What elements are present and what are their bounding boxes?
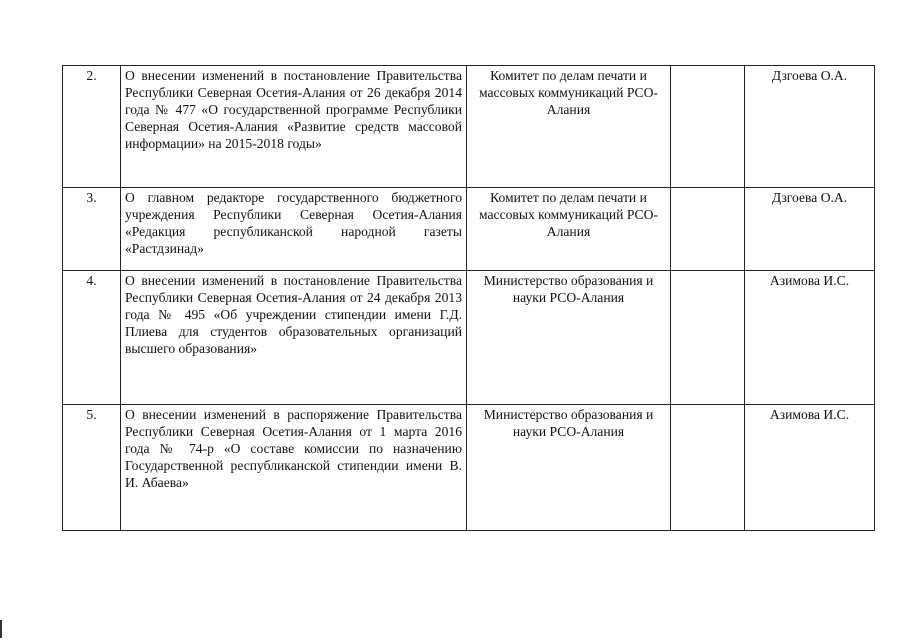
responsible-organization: Комитет по делам печати и массовых коммуникаций РСО-Алания — [467, 66, 671, 188]
row-number: 5. — [63, 405, 121, 531]
responsible-person: Азимова И.С. — [745, 405, 875, 531]
table-row — [63, 271, 875, 405]
scan-margin-mark — [0, 620, 2, 638]
responsible-organization: Комитет по делам печати и массовых коммуникаций РСО-Алания — [467, 188, 671, 271]
document-title: О внесении изменений в постановление Правительства Республики Северная Осетия-Алания от 26 декабря 2014 года № 477 «О государственной программе Республики Северная Осетия-Алания «Развитие средств массовой информации» на 2015-2018 годы» — [121, 66, 467, 188]
table-row — [63, 188, 875, 271]
document-title: О внесении изменений в постановление Правительства Республики Северная Осетия-Алания от 24 декабря 2013 года № 495 «Об учреждении стипендии имени Г.Д. Плиева для студентов образовательных организаций высшего образования» — [121, 271, 467, 405]
document-title: О главном редакторе государственного бюджетного учреждения Республики Северная Осетия-Алания «Редакция республиканской народной газеты «Растдзинад» — [121, 188, 467, 271]
document-table — [62, 65, 875, 531]
deadline-cell — [671, 66, 745, 188]
responsible-organization: Министерство образования и науки РСО-Алания — [467, 271, 671, 405]
document-title: О внесении изменений в распоряжение Правительства Республики Северная Осетия-Алания от 1 марта 2016 года № 74-р «О составе комиссии по назначению Государственной республиканской стипендии имени В. И. Абаева» — [121, 405, 467, 531]
responsible-organization: Министерство образования и науки РСО-Алания — [467, 405, 671, 531]
table-row — [63, 66, 875, 188]
responsible-person: Азимова И.С. — [745, 271, 875, 405]
row-number: 2. — [63, 66, 121, 188]
table-row — [63, 405, 875, 531]
deadline-cell — [671, 271, 745, 405]
row-number: 3. — [63, 188, 121, 271]
deadline-cell — [671, 405, 745, 531]
deadline-cell — [671, 188, 745, 271]
row-number: 4. — [63, 271, 121, 405]
responsible-person: Дзгоева О.А. — [745, 66, 875, 188]
responsible-person: Дзгоева О.А. — [745, 188, 875, 271]
